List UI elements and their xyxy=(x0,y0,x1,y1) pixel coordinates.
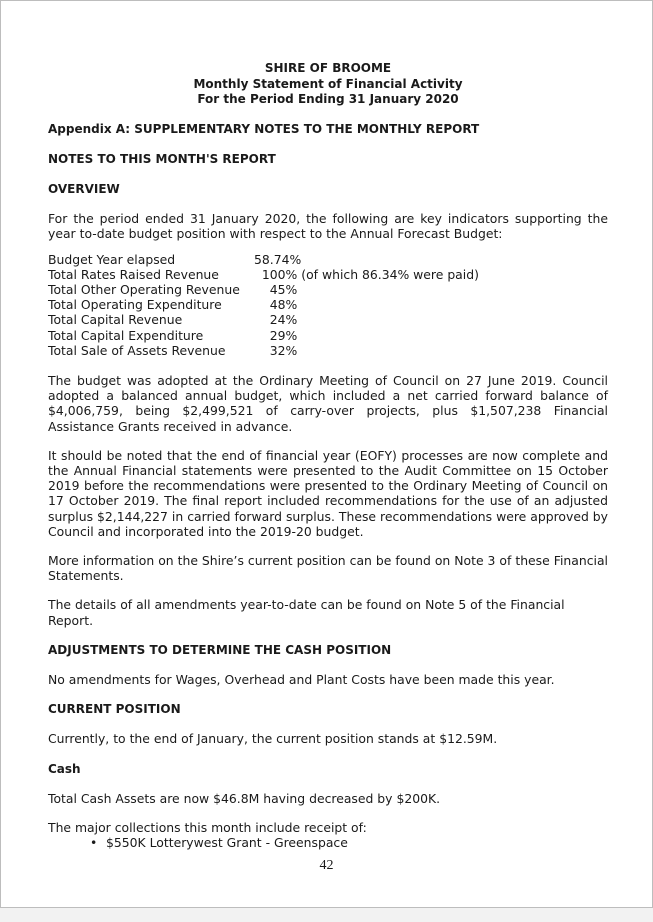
indicator-value: 58.74% xyxy=(254,251,302,267)
report-title xyxy=(48,61,608,108)
current-position-heading: CURRENT POSITION xyxy=(48,702,181,717)
collections-intro: The major collections this month include receipt of: xyxy=(48,820,367,835)
period-title: For the Period Ending 31 January 2020 xyxy=(197,92,459,106)
more-info-paragraph: More information on the Shire’s current position can be found on Note 3 of these Financial Statements. xyxy=(48,552,608,584)
adjustments-text: No amendments for Wages, Overhead and Plant Costs have been made this year. xyxy=(48,671,555,687)
indicator-label: Total Other Operating Revenue xyxy=(48,281,240,297)
indicator-label: Total Rates Raised Revenue xyxy=(48,266,219,282)
indicator-value: 24% xyxy=(254,312,298,328)
indicator-label: Total Operating Expenditure xyxy=(48,297,222,313)
page-content xyxy=(48,61,608,850)
current-position-text: Currently, to the end of January, the current position stands at $12.59M. xyxy=(48,731,498,747)
indicator-row xyxy=(48,252,608,267)
indicator-value: 32% xyxy=(254,342,298,358)
indicator-row xyxy=(48,282,608,297)
indicator-label: Total Sale of Assets Revenue xyxy=(48,342,226,358)
indicator-row xyxy=(48,267,608,282)
cash-text: Total Cash Assets are now $46.8M having decreased by $200K. xyxy=(48,790,441,806)
cash-heading: Cash xyxy=(48,761,81,776)
key-indicators-table xyxy=(48,252,608,358)
appendix-heading: Appendix A: SUPPLEMENTARY NOTES TO THE MONTHLY REPORT xyxy=(48,121,480,136)
org-name: SHIRE OF BROOME xyxy=(264,61,392,75)
adjustments-heading: ADJUSTMENTS TO DETERMINE THE CASH POSITION xyxy=(48,642,392,657)
notes-heading: NOTES TO THIS MONTH'S REPORT xyxy=(48,151,276,166)
overview-intro: For the period ended 31 January 2020, the following are key indicators supporting the year to-date budget position with respect to the Annual Forecast Budget: xyxy=(48,211,608,242)
indicator-row xyxy=(48,328,608,343)
indicator-row xyxy=(48,343,608,358)
indicator-label: Budget Year elapsed xyxy=(48,251,176,267)
indicator-value: 100% (of which 86.34% were paid) xyxy=(254,266,479,282)
indicator-value: 48% xyxy=(254,297,298,313)
overview-heading: OVERVIEW xyxy=(48,181,120,196)
page-number: 42 xyxy=(319,858,334,873)
indicator-value: 45% xyxy=(254,281,298,297)
indicator-label: Total Capital Revenue xyxy=(48,312,183,328)
indicator-label: Total Capital Expenditure xyxy=(48,327,204,343)
statement-title: Monthly Statement of Financial Activity xyxy=(193,76,463,91)
budget-paragraph: The budget was adopted at the Ordinary Meeting of Council on 27 June 2019. Council adopted a balanced annual budget, which included a net carried forward balance of $4,006,759, being $2,499,521 of carry-over projects, plus $1,507,238 Financial Assistance Grants received in advance. xyxy=(48,372,608,434)
indicator-row xyxy=(48,297,608,312)
amendments-paragraph: The details of all amendments year-to-date can be found on Note 5 of the Financial Report. xyxy=(48,597,565,628)
eofy-paragraph: It should be noted that the end of financial year (EOFY) processes are now complete and the Annual Financial statements were presented to the Audit Committee on 15 October 2019 before the recommendations were presented to the Ordinary Meeting of Council on 17 October 2019. The final report included recommendations for the use of an adjusted surplus $2,144,227 in carried forward surplus. These recommendations were approved by Council and incorporated into the 2019-20 budget. xyxy=(48,447,608,539)
list-item: • $550K Lotterywest Grant - Greenspace xyxy=(106,835,608,850)
indicator-value: 29% xyxy=(254,327,298,343)
indicator-row xyxy=(48,312,608,327)
collections-list xyxy=(48,835,608,850)
